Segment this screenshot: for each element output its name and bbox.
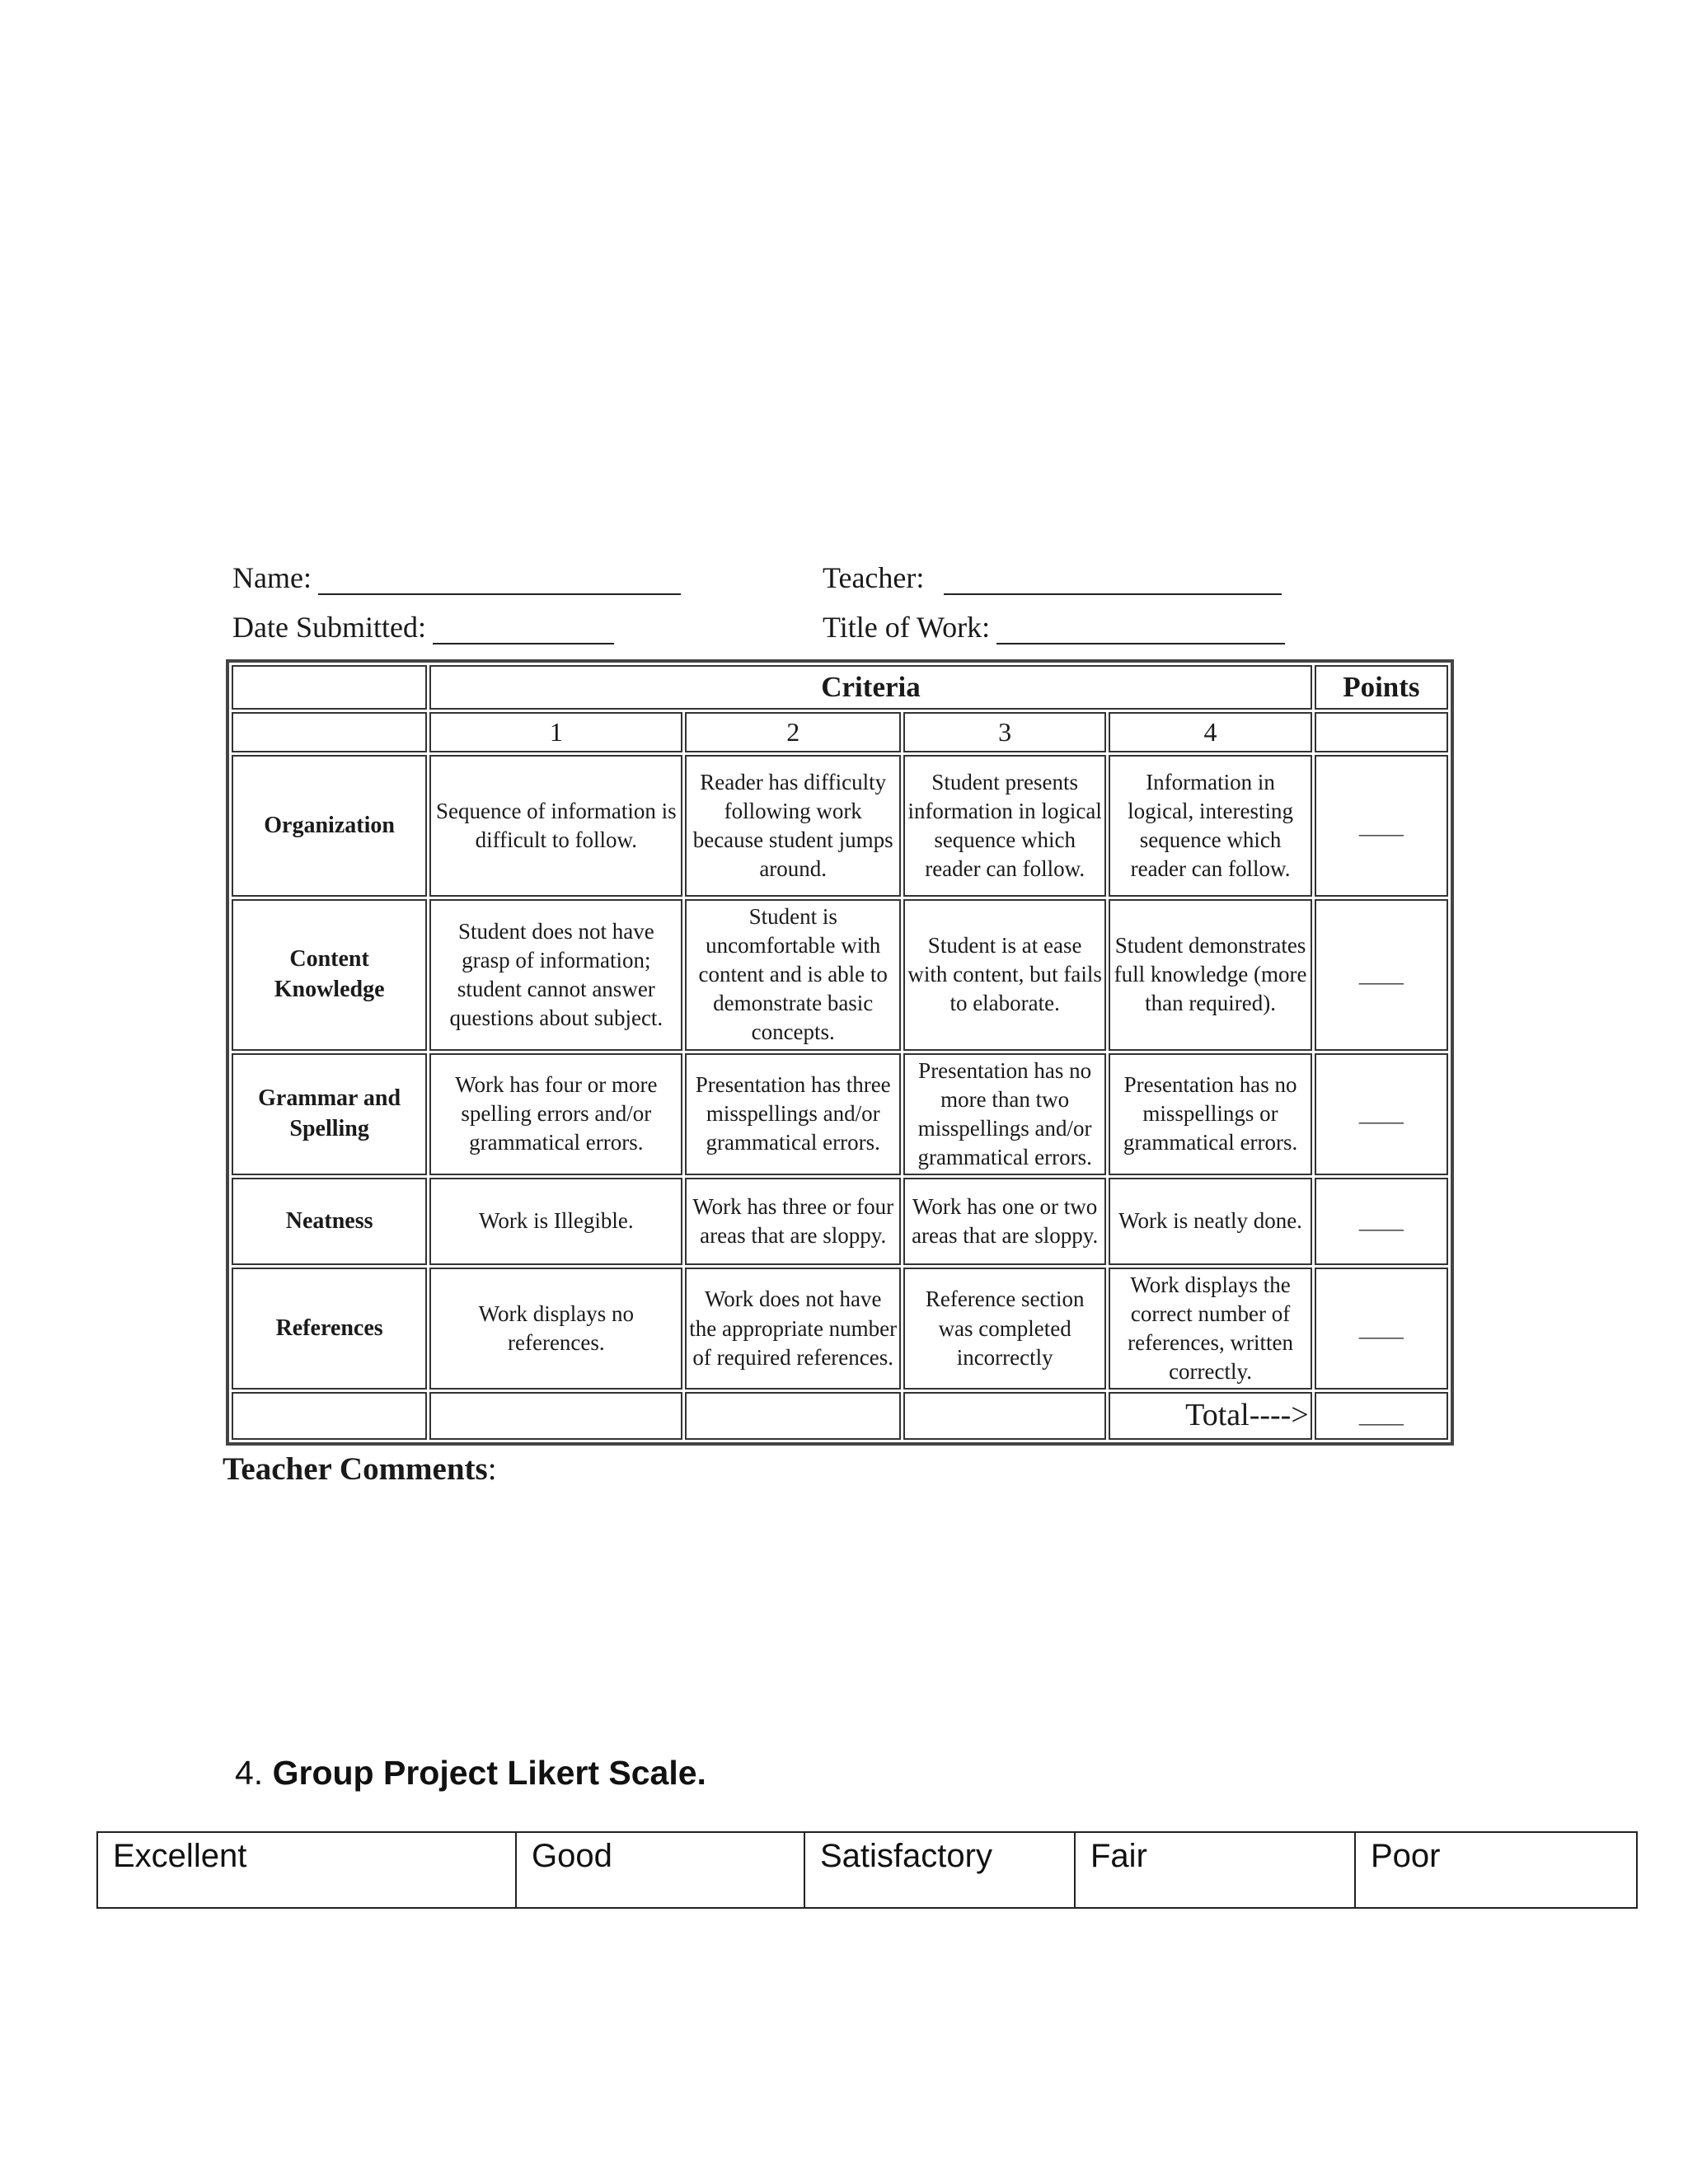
rubric-cell: Work is Illegible. <box>429 1178 682 1265</box>
rubric-corner-cell <box>232 665 427 710</box>
rubric-image <box>223 552 1459 1488</box>
date-submitted-label: Date Submitted: <box>232 611 426 644</box>
rubric-cell: Work has three or four areas that are sloppy. <box>685 1178 901 1265</box>
teacher-label: Teacher: <box>823 561 925 594</box>
criterion-label: References <box>232 1268 427 1390</box>
points-blank: ____ <box>1315 1268 1448 1390</box>
rubric-cell: Student presents information in logical sequence which reader can follow. <box>903 755 1106 897</box>
teacher-comments-text: Teacher Comments <box>223 1451 488 1487</box>
date-blank-line <box>433 618 614 644</box>
rubric-cell: Presentation has no misspellings or grammatical errors. <box>1109 1053 1311 1175</box>
rubric-cell: Work displays no references. <box>429 1268 682 1390</box>
likert-option-good: Good <box>516 1832 804 1908</box>
rubric-cell: Reference section was completed incorrectly <box>903 1268 1106 1390</box>
rubric-cell: Reader has difficulty following work because student jumps around. <box>685 755 901 897</box>
criterion-label: Organization <box>232 755 427 897</box>
level-4: 4 <box>1109 712 1311 753</box>
rubric-cell: Presentation has three misspellings and/or grammatical errors. <box>685 1053 901 1175</box>
criterion-label: Content Knowledge <box>232 899 427 1050</box>
teacher-blank-line <box>944 569 1282 595</box>
total-empty-cell <box>903 1392 1106 1439</box>
likert-option-poor: Poor <box>1355 1832 1637 1908</box>
total-empty-cell <box>429 1392 682 1439</box>
rubric-table <box>226 659 1454 1446</box>
rubric-cell: Information in logical, interesting sequence which reader can follow. <box>1109 755 1311 897</box>
likert-option-satisfactory: Satisfactory <box>804 1832 1075 1908</box>
rubric-row-organization <box>232 755 1448 897</box>
total-empty-cell <box>685 1392 901 1439</box>
rubric-cell: Presentation has no more than two misspellings and/or grammatical errors. <box>903 1053 1106 1175</box>
rubric-levels-row <box>232 712 1448 753</box>
criterion-label: Neatness <box>232 1178 427 1265</box>
rubric-cell: Work is neatly done. <box>1109 1178 1311 1265</box>
title-of-work-label: Title of Work: <box>823 611 991 644</box>
date-submitted-field <box>232 610 614 644</box>
name-field <box>232 560 681 595</box>
rubric-row-neatness <box>232 1178 1448 1265</box>
points-blank: ____ <box>1315 899 1448 1050</box>
rubric-cell: Student is at ease with content, but fails to elaborate. <box>903 899 1106 1050</box>
teacher-comments-label <box>223 1451 1459 1488</box>
rubric-row-grammar-spelling <box>232 1053 1448 1175</box>
points-blank: ____ <box>1315 1178 1448 1265</box>
rubric-header-row <box>232 665 1448 710</box>
name-label: Name: <box>232 561 312 594</box>
rubric-cell: Work displays the correct number of references, written correctly. <box>1109 1268 1311 1390</box>
likert-row <box>97 1832 1637 1908</box>
total-label: Total----> <box>1109 1392 1311 1439</box>
name-blank-line <box>318 569 681 595</box>
criterion-label: Grammar and Spelling <box>232 1053 427 1175</box>
total-points-blank: ____ <box>1315 1392 1448 1439</box>
title-of-work-field <box>823 610 1285 644</box>
rubric-cell: Student demonstrates full knowledge (more than required). <box>1109 899 1311 1050</box>
section-title: Group Project Likert Scale. <box>272 1754 706 1792</box>
rubric-cell: Sequence of information is difficult to follow. <box>429 755 682 897</box>
likert-option-fair: Fair <box>1075 1832 1355 1908</box>
level-2: 2 <box>685 712 901 753</box>
title-blank-line <box>996 618 1285 644</box>
level-3: 3 <box>903 712 1106 753</box>
section-heading <box>235 1754 706 1793</box>
levels-corner-cell <box>232 712 427 753</box>
rubric-cell: Student is uncomfortable with content and is able to demonstrate basic concepts. <box>685 899 901 1050</box>
criteria-header: Criteria <box>429 665 1312 710</box>
total-empty-cell <box>232 1392 427 1439</box>
rubric-cell: Work has four or more spelling errors and/or grammatical errors. <box>429 1053 682 1175</box>
points-blank: ____ <box>1315 755 1448 897</box>
points-blank: ____ <box>1315 1053 1448 1175</box>
rubric-total-row <box>232 1392 1448 1439</box>
teacher-comments-colon: : <box>487 1451 497 1487</box>
level-1: 1 <box>429 712 682 753</box>
rubric-row-references <box>232 1268 1448 1390</box>
rubric-cell: Work does not have the appropriate number of required references. <box>685 1268 901 1390</box>
rubric-cell: Work has one or two areas that are sloppy. <box>903 1178 1106 1265</box>
levels-points-cell <box>1315 712 1448 753</box>
header-fields <box>223 552 1459 659</box>
likert-option-excellent: Excellent <box>97 1832 516 1908</box>
rubric-row-content-knowledge <box>232 899 1448 1050</box>
points-header: Points <box>1315 665 1448 710</box>
teacher-field <box>823 560 1282 595</box>
rubric-cell: Student does not have grasp of information; student cannot answer questions about subject. <box>429 899 682 1050</box>
likert-scale-table <box>96 1831 1638 1909</box>
section-number: 4. <box>235 1754 264 1792</box>
